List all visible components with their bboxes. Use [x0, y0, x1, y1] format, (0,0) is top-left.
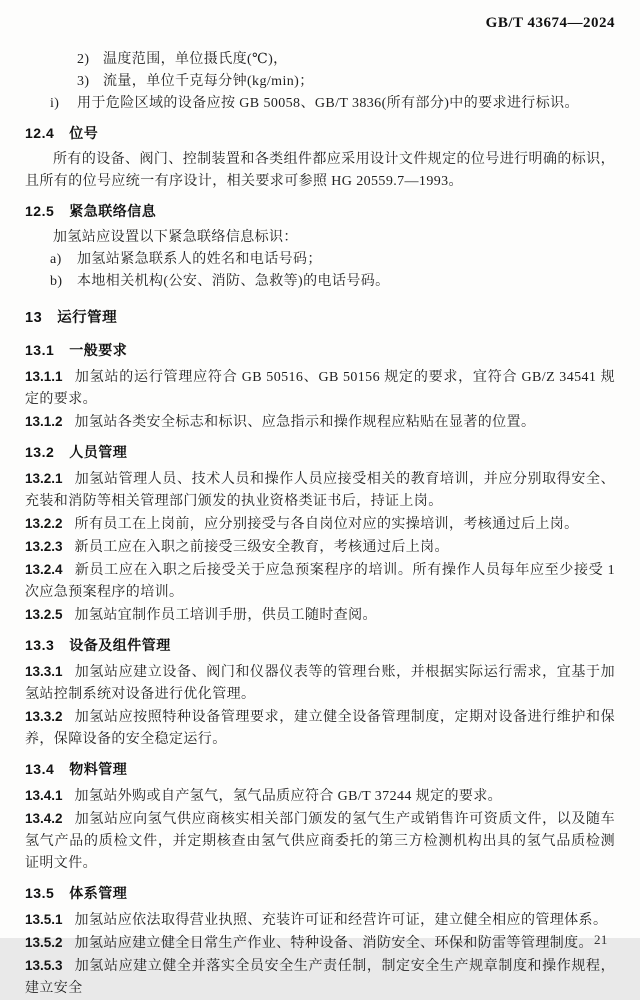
- list-item-text: 流量，单位千克每分钟(kg/min)；: [103, 74, 314, 89]
- clause-number: 13.2.5: [25, 607, 63, 622]
- clause-number: 13.2.3: [25, 539, 63, 554]
- clause-text: 加氢站管理人员、技术人员和操作人员应接受相关的教育培训，并应分别取得安全、充装和消防等相关管理部门颁发的执业资格类证书后，持证上岗。: [25, 472, 615, 509]
- section-heading-13: [25, 308, 615, 328]
- section-heading-13.3: [25, 635, 615, 655]
- clause-13.1.2: [25, 411, 615, 434]
- section-heading-12.4: [25, 123, 615, 143]
- clause-13.2.5: [25, 604, 615, 627]
- clause-13.5.3: [25, 955, 615, 1000]
- clause-number: 13.1.2: [25, 414, 63, 429]
- section-heading-13.1: [25, 340, 615, 360]
- clause-text: 加氢站应向氢气供应商核实相关部门颁发的氢气生产或销售许可资质文件，以及随车氢气产品的质检文件，并定期核查由氢气供应商委托的第三方检测机构出具的氢气品质检测证明文件。: [25, 812, 615, 871]
- heading-number: 13.4: [25, 761, 55, 777]
- clause-text: 加氢站应建立健全日常生产作业、特种设备、消防安全、环保和防雷等管理制度。: [74, 936, 593, 951]
- clause-13.1.1: [25, 366, 615, 411]
- list-item: [50, 249, 615, 271]
- clause-number: 13.5.2: [25, 935, 63, 950]
- standard-number: GB/T 43674—2024: [485, 15, 615, 31]
- clause-number: 13.5.1: [25, 912, 63, 927]
- list-marker: 2): [77, 52, 90, 67]
- heading-title: 一般要求: [69, 342, 128, 358]
- list-marker: i): [50, 96, 60, 111]
- clause-text: 加氢站的运行管理应符合 GB 50516、GB 50156 规定的要求，宜符合 GB/Z 34541 规定的要求。: [25, 370, 615, 407]
- clause-text: 加氢站各类安全标志和标识、应急指示和操作规程应粘贴在显著的位置。: [74, 415, 536, 430]
- list-item: [77, 71, 615, 93]
- section-heading-13.5: [25, 883, 615, 903]
- clause-13.4.2: [25, 808, 615, 875]
- clause-text: 新员工应在入职之后接受关于应急预案程序的培训。所有操作人员每年应至少接受 1 次应急预案程序的培训。: [25, 563, 615, 600]
- clause-number: 13.2.2: [25, 516, 63, 531]
- clause-text: 加氢站应建立设备、阀门和仪器仪表等的管理台账，并根据实际运行需求，宜基于加氢站控制系统对设备进行优化管理。: [25, 665, 615, 702]
- clause-13.2.3: [25, 536, 615, 559]
- clause-text: 加氢站应建立健全并落实全员安全生产责任制，制定安全生产规章制度和操作规程，建立安全: [25, 959, 615, 996]
- list-item: [77, 49, 615, 71]
- heading-number: 13.5: [25, 885, 55, 901]
- clause-number: 13.4.1: [25, 788, 63, 803]
- clause-13.2.4: [25, 559, 615, 604]
- section-heading-13.2: [25, 442, 615, 462]
- clause-number: 13.2.1: [25, 471, 63, 486]
- clause-13.2.1: [25, 468, 615, 513]
- document-content: [25, 49, 615, 1000]
- clause-number: 13.4.2: [25, 811, 63, 826]
- clause-13.2.2: [25, 513, 615, 536]
- clause-13.5.1: [25, 909, 615, 932]
- list-item-text: 加氢站紧急联系人的姓名和电话号码；: [77, 252, 322, 267]
- heading-number: 12.4: [25, 125, 55, 141]
- section-heading-13.4: [25, 759, 615, 779]
- list-item-text: 温度范围，单位摄氏度(℃)，: [103, 52, 288, 67]
- list-marker: a): [50, 252, 62, 267]
- heading-title: 物料管理: [69, 761, 128, 777]
- clause-13.4.1: [25, 785, 615, 808]
- clause-13.3.2: [25, 706, 615, 751]
- page-number: 21: [594, 932, 608, 947]
- heading-title: 运行管理: [57, 310, 118, 326]
- clause-text: 加氢站宜制作员工培训手册，供员工随时查阅。: [74, 608, 377, 623]
- list-marker: 3): [77, 74, 90, 89]
- heading-number: 13.2: [25, 444, 55, 460]
- clause-number: 13.2.4: [25, 562, 63, 577]
- list-item: [50, 93, 615, 115]
- heading-number: 13.1: [25, 342, 55, 358]
- paragraph: 所有的设备、阀门、控制装置和各类组件都应采用设计文件规定的位号进行明确的标识，且所有的位号应统一有序设计，相关要求可参照 HG 20559.7—1993。: [25, 152, 615, 189]
- heading-number: 12.5: [25, 203, 55, 219]
- clause-13.3.1: [25, 661, 615, 706]
- heading-title: 紧急联络信息: [69, 203, 157, 219]
- paragraph: 加氢站应设置以下紧急联络信息标识：: [53, 230, 298, 245]
- clause-text: 加氢站外购或自产氢气，氢气品质应符合 GB/T 37244 规定的要求。: [74, 789, 503, 804]
- heading-number: 13: [25, 310, 43, 326]
- heading-title: 人员管理: [69, 444, 128, 460]
- clause-number: 13.3.1: [25, 664, 63, 679]
- clause-text: 加氢站应依法取得营业执照、充装许可证和经营许可证，建立健全相应的管理体系。: [74, 913, 608, 928]
- heading-title: 体系管理: [69, 885, 128, 901]
- clause-text: 新员工应在入职之前接受三级安全教育，考核通过后上岗。: [74, 540, 449, 555]
- clause-number: 13.5.3: [25, 958, 63, 973]
- section-heading-12.5: [25, 201, 615, 221]
- heading-title: 位号: [69, 125, 99, 141]
- list-marker: b): [50, 274, 63, 289]
- list-item-text: 本地相关机构(公安、消防、急救等)的电话号码。: [77, 274, 390, 289]
- clause-13.5.2: [25, 932, 615, 955]
- heading-title: 设备及组件管理: [69, 637, 171, 653]
- clause-number: 13.3.2: [25, 709, 63, 724]
- clause-text: 加氢站应按照特种设备管理要求，建立健全设备管理制度，定期对设备进行维护和保养，保障设备的安全稳定运行。: [25, 710, 615, 747]
- heading-number: 13.3: [25, 637, 55, 653]
- list-item: [50, 271, 615, 293]
- clause-text: 所有员工在上岗前，应分别接受与各自岗位对应的实操培训，考核通过后上岗。: [74, 517, 579, 532]
- clause-number: 13.1.1: [25, 369, 63, 384]
- list-item-text: 用于危险区域的设备应按 GB 50058、GB/T 3836(所有部分)中的要求进行标识。: [77, 96, 579, 111]
